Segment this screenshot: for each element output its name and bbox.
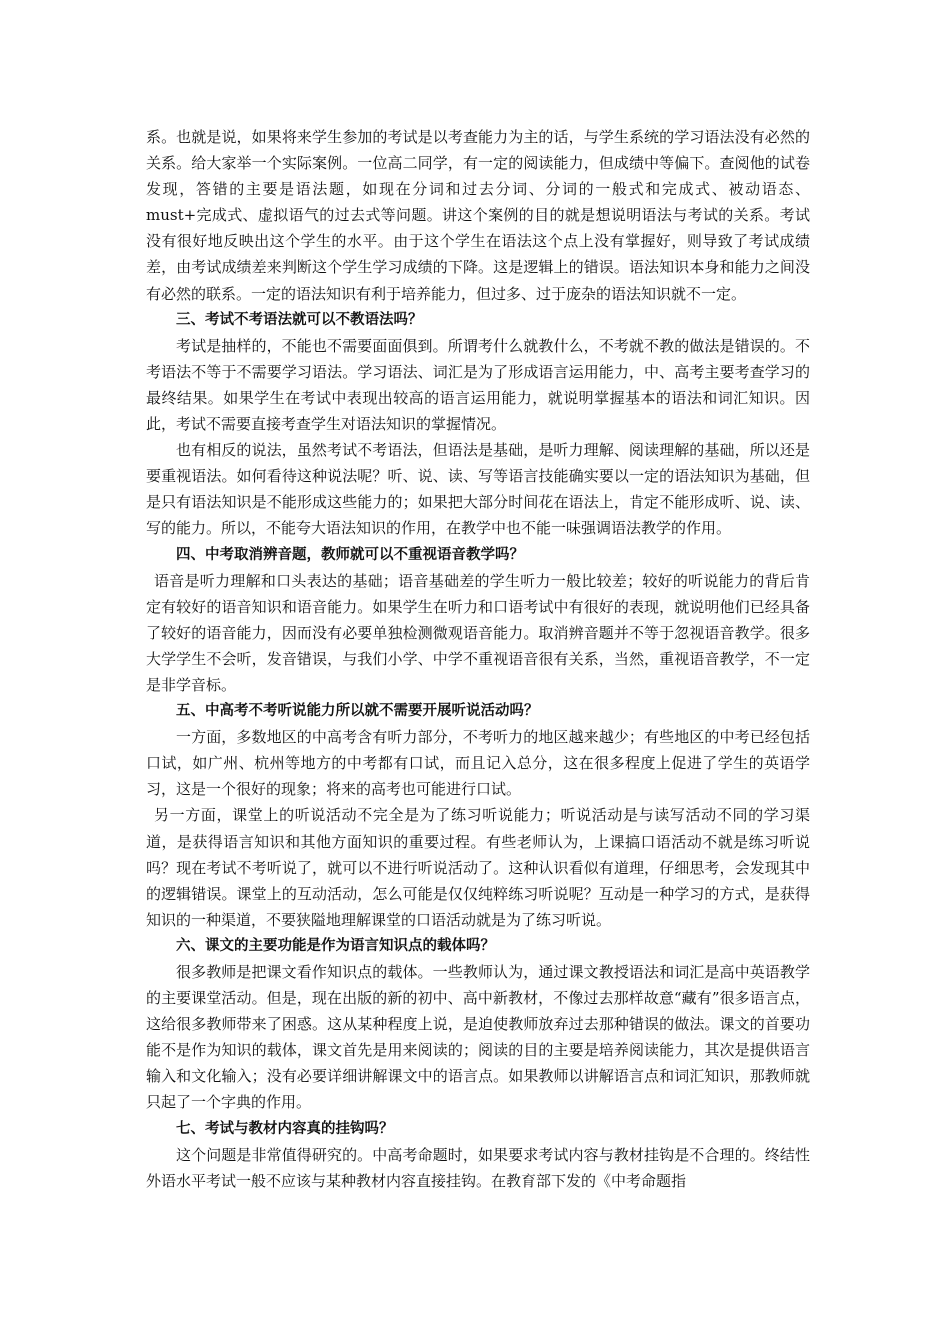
body-paragraph: 这个问题是非常值得研究的。中高考命题时，如果要求考试内容与教材挂钩是不合理的。终结性外语水平考试一般不应该与某种教材内容直接挂钩。在教育部下发的《中考命题指 [146,1145,810,1190]
body-paragraph: 另一方面，课堂上的听说活动不完全是为了练习听说能力；听说活动是与读写活动不同的学习渠道，是获得语言知识和其他方面知识的重要过程。有些老师认为，上课搞口语活动不就是练习听说吗？现在考试不考听说了，就可以不进行听说活动了。这种认识看似有道理，仔细思考，会发现其中的逻辑错误。课堂上的互动活动，怎么可能是仅仅纯粹练习听说呢？互动是一种学习的方式，是获得知识的一种渠道，不要狭隘地理解课堂的口语活动就是为了练习听说。 [146,806,810,929]
body-paragraph: 也有相反的说法，虽然考试不考语法，但语法是基础，是听力理解、阅读理解的基础，所以还是要重视语法。如何看待这种说法呢？听、说、读、写等语言技能确实要以一定的语法知识为基础，但是只有语法知识是不能形成这些能力的；如果把大部分时间花在语法上，肯定不能形成听、说、读、写的能力。所以，不能夸大语法知识的作用，在教学中也不能一味强调语法教学的作用。 [146,441,810,538]
section-heading: 七、考试与教材内容真的挂钩吗？ [176,1120,394,1137]
body-paragraph: 考试是抽样的，不能也不需要面面俱到。所谓考什么就教什么，不考就不教的做法是错误的。不考语法不等于不需要学习语法。学习语法、词汇是为了形成语言运用能力，中、高考主要考查学习的最终结果。如果学生在考试中表现出较高的语言运用能力，就说明掌握基本的语法和词汇知识。因此，考试不需要直接考查学生对语法知识的掌握情况。 [146,336,810,434]
body-paragraph: 很多教师是把课文看作知识点的载体。一些教师认为，通过课文教授语法和词汇是高中英语教学的主要课堂活动。但是，现在出版的新的初中、高中新教材，不像过去那样故意“藏有”很多语言点，这给很多教师带来了困惑。这从某种程度上说，是迫使教师放弃过去那种错误的做法。课文的首要功能不是作为知识的载体，课文首先是用来阅读的；阅读的目的主要是培养阅读能力，其次是提供语言输入和文化输入；没有必要详细讲解课文中的语言点。如果教师以讲解语言点和词汇知识，那教师就只起了一个字典的作用。 [146,963,810,1112]
section-heading: 五、中高考不考听说能力所以就不需要开展听说活动吗？ [176,703,539,720]
section-heading: 三、考试不考语法就可以不教语法吗？ [176,311,423,328]
section-heading: 四、中考取消辨音题，教师就可以不重视语音教学吗？ [176,546,524,563]
body-paragraph: 语音是听力理解和口头表达的基础；语音基础差的学生听力一般比较差；较好的听说能力的背后肯定有较好的语音知识和语音能力。如果学生在听力和口语考试中有很好的表现，就说明他们已经具备了较好的语音能力，因而没有必要单独检测微观语音能力。取消辨音题并不等于忽视语音教学。很多大学学生不会听，发音错误，与我们小学、中学不重视语音很有关系，当然，重视语音教学，不一定是非学音标。 [146,571,810,694]
body-paragraph: 系。也就是说，如果将来学生参加的考试是以考查能力为主的话，与学生系统的学习语法没有必然的关系。给大家举一个实际案例。一位高二同学，有一定的阅读能力，但成绩中等偏下。查阅他的试卷发现，答错的主要是语法题，如现在分词和过去分词、分词的一般式和完成式、被动语态、must+完成式、虚拟语气的过去式等问题。讲这个案例的目的就是想说明语法与考试的关系。考试没有很好地反映出这个学生的水平。由于这个学生在语法这个点上没有掌握好，则导致了考试成绩差，由考试成绩差来判断这个学生学习成绩的下降。这是逻辑上的错误。语法知识本身和能力之间没有必然的联系。一定的语法知识有利于培养能力，但过多、过于庞杂的语法知识就不一定。 [146,128,810,303]
document-body [146,124,810,1194]
body-paragraph: 一方面，多数地区的中高考含有听力部分，不考听力的地区越来越少；有些地区的中考已经包括口试，如广州、杭州等地方的中考都有口试，而且记入总分，这在很多程度上促进了学生的英语学习，这是一个很好的现象；将来的高考也可能进行口试。 [146,728,810,799]
section-heading: 六、课文的主要功能是作为语言知识点的载体吗？ [176,937,495,954]
